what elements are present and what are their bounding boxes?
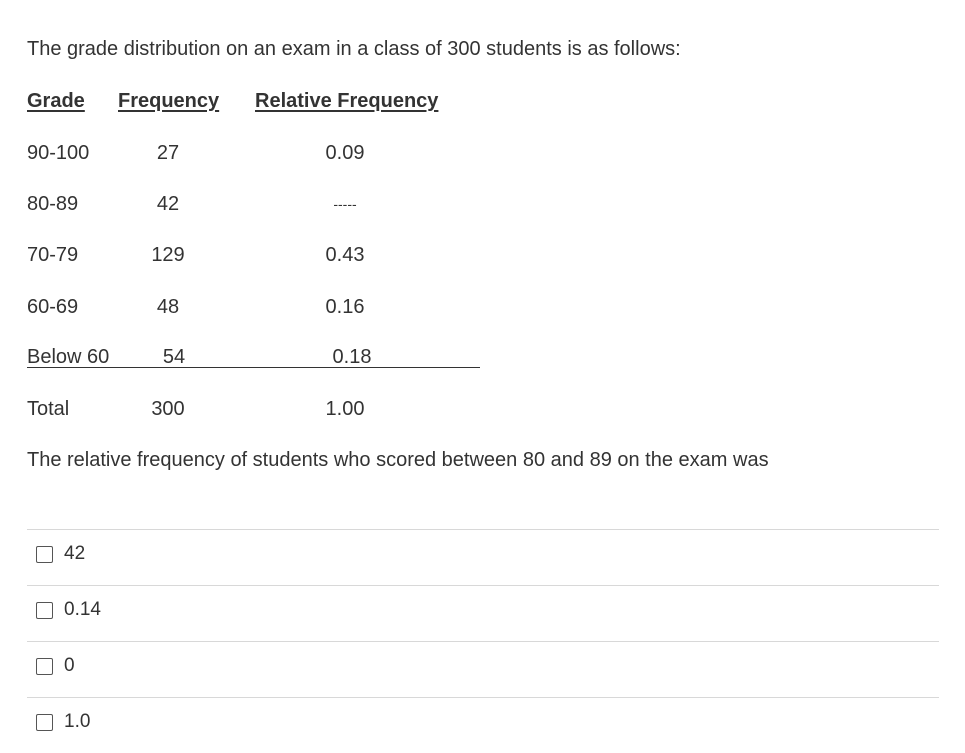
- row-relative-frequency: 0.18: [332, 346, 372, 368]
- row-grade: 60-69: [27, 296, 79, 318]
- row-grade: 80-89: [27, 193, 79, 215]
- row-frequency: 42: [156, 193, 180, 215]
- checkbox[interactable]: [36, 714, 53, 731]
- checkbox[interactable]: [36, 546, 53, 563]
- header-grade: Grade: [27, 90, 85, 112]
- table-rule: [27, 367, 480, 368]
- checkbox[interactable]: [36, 602, 53, 619]
- row-frequency: 54: [162, 346, 186, 368]
- row-relative-frequency-blank: -----: [333, 196, 357, 212]
- row-frequency: 48: [156, 296, 180, 318]
- row-relative-frequency: 0.16: [325, 296, 365, 318]
- header-relative-frequency: Relative Frequency: [255, 90, 439, 112]
- answer-choice-label[interactable]: 42: [64, 543, 86, 564]
- row-frequency: 27: [156, 142, 180, 164]
- checkbox[interactable]: [36, 658, 53, 675]
- answer-choice-label[interactable]: 1.0: [64, 711, 91, 732]
- question-intro: The grade distribution on an exam in a class of 300 students is as follows:: [27, 38, 681, 60]
- answer-choice[interactable]: [27, 698, 939, 753]
- total-relative-frequency: 1.00: [325, 398, 365, 420]
- row-grade: 90-100: [27, 142, 90, 164]
- row-grade: 70-79: [27, 244, 79, 266]
- row-relative-frequency: 0.09: [325, 142, 365, 164]
- total-label: Total: [27, 398, 70, 420]
- answer-choice-label[interactable]: 0.14: [64, 599, 101, 620]
- answer-choice[interactable]: [27, 642, 939, 697]
- answer-choices: [27, 529, 939, 753]
- answer-choice-label[interactable]: 0: [64, 655, 75, 676]
- answer-choice[interactable]: [27, 530, 939, 585]
- answer-choice[interactable]: [27, 586, 939, 641]
- row-frequency: 129: [151, 244, 185, 266]
- row-grade: Below 60: [27, 346, 110, 368]
- row-relative-frequency: 0.43: [325, 244, 365, 266]
- total-frequency: 300: [151, 398, 185, 420]
- header-frequency: Frequency: [118, 90, 220, 112]
- question-prompt: The relative frequency of students who scored between 80 and 89 on the exam was: [27, 449, 769, 471]
